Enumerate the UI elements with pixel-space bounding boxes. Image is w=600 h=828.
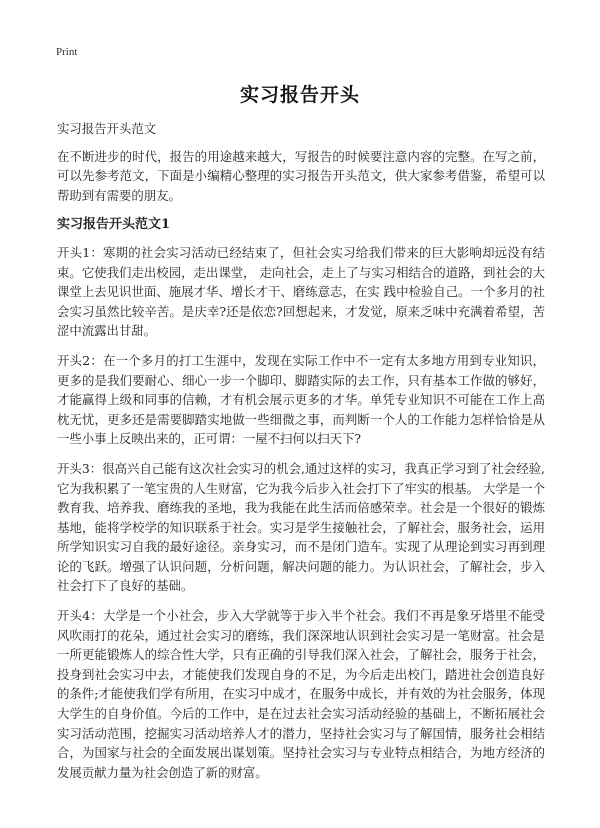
print-label[interactable]: Print <box>56 46 78 58</box>
section-heading: 实习报告开头范文1 <box>57 217 171 233</box>
article-body <box>57 119 545 792</box>
intro-paragraph: 在不断进步的时代，报告的用途越来越大，写报告的时候要注意内容的完整。在写之前，可以先参考范文，下面是小编精心整理的实习报告开头范文，供大家参考借鉴，希望可以帮助到有需要的朋友。 <box>57 148 545 203</box>
document-subtitle: 实习报告开头范文 <box>57 121 157 136</box>
paragraph-opening-2: 开头2：在一个多月的打工生涯中，发现在实际工作中不一定有太多地方用到专业知识，更多的是我们要耐心、细心一步一个脚印、脚踏实际的去工作，只有基本工作做的够好，才能赢得上级和同事的信赖，才有机会展示更多的才华。单凭专业知识不可能在工作上高枕无忧，更多还是需要脚踏实地做一些细微之事，而判断一个人的工作能力怎样恰恰是从一些小事上反映出来的，正可谓：一屋不扫何以扫天下? <box>57 352 545 447</box>
paragraph-opening-3: 开头3：很高兴自己能有这次社会实习的机会,通过这样的实习，我真正学习到了社会经验,它为我积累了一笔宝贵的人生财富，它为我今后步入社会打下了牢实的根基。 大学是一个教育我、培养我、磨练我的圣地，我为我能在此生活而倍感荣幸。社会是一个很好的锻炼基地，能将学校学的知识联系于社会。实习是学生接触社会，了解社会，服务社会，运用所学知识实习自我的最好途径。亲身实习，而不是闭门造车。实现了从理论到实习再到理论的飞跃。增强了认识问题，分析问题，解决问题的能力。为认识社会，了解社会，步入社会打下了良好的基础。 <box>57 460 545 594</box>
paragraph-opening-1: 开头1：寒期的社会实习活动已经结束了，但社会实习给我们带来的巨大影响却远没有结束。它使我们走出校园，走出课堂， 走向社会，走上了与实习相结合的道路，到社会的大课堂上去见识世面、施展才华、增长才干、磨练意志，在实 践中检验自己。一个多月的社会实习虽然比较辛苦。是庆幸?还是依恋?回想起来，才发觉，原来乏味中充满着希望，苦涩中流露出甘甜。 <box>57 244 545 339</box>
paragraph-opening-4: 开头4：大学是一个小社会，步入大学就等于步入半个社会。我们不再是象牙塔里不能受风吹雨打的花朵，通过社会实习的磨练，我们深深地认识到社会实习是一笔财富。社会是一所更能锻炼人的综合性大学，只有正确的引导我们深入社会，了解社会，服务于社会，投身到社会实习中去，才能使我们发现自身的不足，为今后走出校门，踏进社会创造良好的条件;才能使我们学有所用，在实习中成才，在服务中成长，并有效的为社会服务，体现大学生的自身价值。今后的工作中，是在过去社会实习活动经验的基础上，不断拓展社会实习活动范围，挖掘实习活动培养人才的潜力，坚持社会实习与了解国情，服务社会相结合，为国家与社会的全面发展出谋划策。坚持社会实习与专业特点相结合，为地方经济的发展贡献力量为社会创造了新的财富。 <box>57 608 545 780</box>
page-title: 实习报告开头 <box>239 84 360 106</box>
